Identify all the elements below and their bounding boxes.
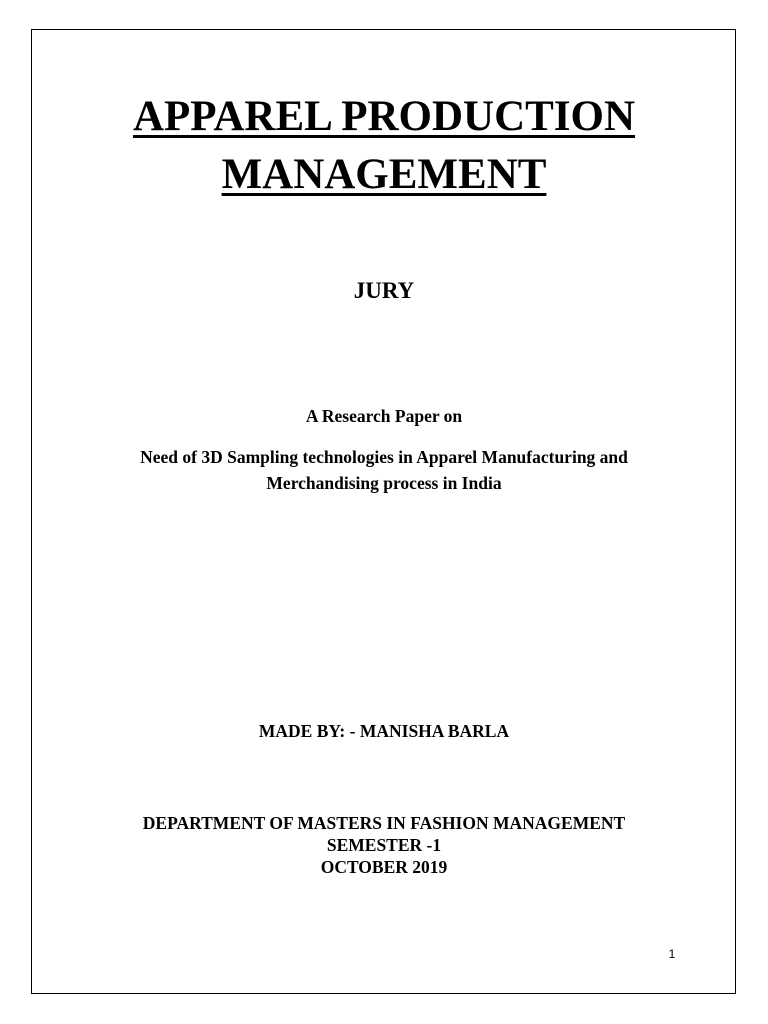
department-name: DEPARTMENT OF MASTERS IN FASHION MANAGEMENT (142, 813, 626, 833)
semester-label: SEMESTER -1 (326, 835, 442, 855)
document-title-line-1: APPAREL PRODUCTION (132, 93, 636, 140)
author-line: MADE BY: - MANISHA BARLA (258, 721, 510, 741)
research-topic (84, 444, 684, 496)
document-subtitle: JURY (353, 278, 415, 303)
research-topic-line-2: Merchandising process in India (266, 473, 502, 493)
submission-date: OCTOBER 2019 (320, 857, 448, 877)
department-block (0, 812, 768, 878)
research-topic-line-1: Need of 3D Sampling technologies in Apparel Manufacturing and (140, 447, 628, 467)
research-paper-intro: A Research Paper on (305, 406, 463, 426)
page-number: 1 (668, 947, 676, 961)
document-title-line-2: MANAGEMENT (221, 151, 547, 198)
